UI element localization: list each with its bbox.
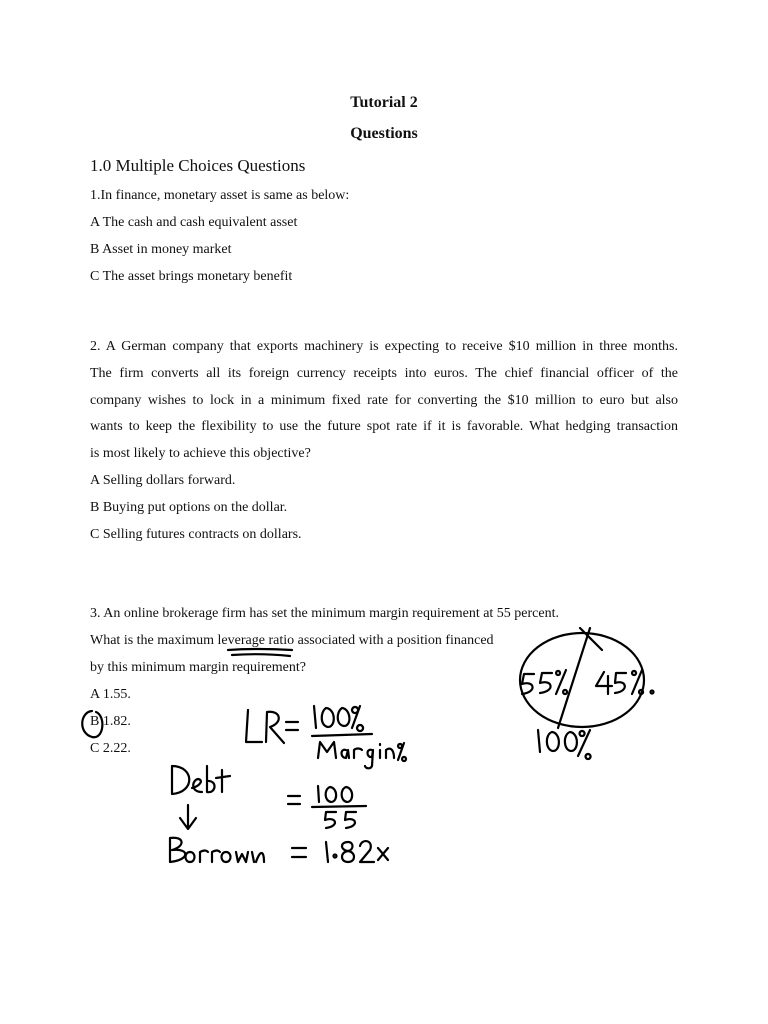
q3-option-c: C 2.22. [90,741,131,756]
q2-stem-line: The firm converts all its foreign currency receipts into euros. The chief financial officer of the [90,365,678,381]
diagram-divider [558,628,590,728]
handwriting-45-percent [632,670,643,694]
underline-mark [232,654,290,656]
handwriting-100 [352,706,363,731]
handwriting-margin [365,750,373,769]
handwriting-100-percent [578,730,591,759]
handwriting-55-percent [540,673,552,693]
handwriting-borrowing [236,852,248,862]
q1-option-c: C The asset brings monetary benefit [90,269,293,284]
handwriting-result [378,848,388,860]
handwriting-100-percent [547,732,559,751]
handwriting-margin [386,749,394,758]
handwriting-100-percent [565,732,577,751]
handwriting-result [326,842,328,862]
section-heading: 1.0 Multiple Choices Questions [90,156,306,175]
handwriting-borrowing [170,838,185,862]
handwriting-margin [354,749,362,759]
q2-stem-line: is most likely to achieve this objective? [90,446,311,462]
circle-diagram [520,633,644,727]
handwriting-55-percent [522,674,534,694]
fraction-bar [312,806,366,807]
handwriting-45-percent [596,672,612,694]
handwriting-margin [398,743,406,761]
handwriting-debt [207,766,215,792]
handwriting-borrowing [252,852,264,862]
handwriting-55-percent [556,670,567,694]
handwriting-100-percent [538,730,540,752]
document-subtitle: Questions [350,125,418,142]
handwriting-margin [342,750,350,758]
handwriting-debt [192,779,202,792]
q1-option-b: B Asset in money market [90,242,232,257]
handwriting-100 [322,708,334,727]
q3-stem-line-3: by this minimum margin requirement? [90,660,306,675]
q2-stem-line: wants to keep the flexibility to use the future spot rate if it is favorable. What hedging transaction [90,419,678,435]
handwriting-margin [318,742,336,758]
handwriting-lr [246,710,262,742]
handwriting-55 [325,812,336,828]
handwriting-debt [216,770,230,792]
q3-stem-line-2 [90,633,494,649]
q3-option-a: A 1.55. [90,687,131,702]
q1-option-a: A The cash and cash equivalent asset [90,215,298,230]
document-title: Tutorial 2 [350,94,418,111]
diagram-divider [580,628,602,650]
q3-text: ratio associated with a position financed [264,633,494,648]
handwriting-lr [266,712,284,743]
handwriting-dot [651,691,654,694]
q2-option-b: B Buying put options on the dollar. [90,500,288,515]
q3-stem-line-1: 3. An online brokerage firm has set the minimum margin requirement at 55 percent. [90,606,559,621]
handwriting-result [360,841,374,862]
q2-option-a: A Selling dollars forward. [90,473,236,488]
q2-stem [90,334,678,468]
q3-underlined-word: leverage [217,633,265,648]
handwriting-55 [345,812,356,828]
handwriting-100 [342,787,353,802]
handwriting-borrowing [200,851,208,863]
handwriting-100 [318,786,319,802]
handwriting-borrowing [186,852,195,862]
handwriting-100 [326,787,337,802]
q2-stem-line: company wishes to lock in a minimum fixed rate for converting the $10 million to euro but also [90,392,678,408]
q1-stem: 1.In finance, monetary asset is same as below: [90,188,350,203]
handwriting-result [334,855,337,858]
handwriting-borrowing [222,852,231,862]
fraction-bar [312,734,372,736]
handwriting-100 [314,706,316,728]
handwriting-100 [338,708,350,726]
handwriting-45-percent [615,673,626,693]
handwriting-debt [172,766,189,794]
arrow-down [180,805,196,829]
handwriting-borrowing [212,851,220,863]
q2-option-c: C Selling futures contracts on dollars. [90,527,302,542]
q3-text: What is the maximum [90,633,218,648]
q2-stem-line: 2. A German company that exports machinery is expecting to receive $10 million in three months. [90,339,678,354]
underline-mark [228,649,292,650]
q3-option-b: B 1.82. [90,714,131,729]
handwriting-result [342,842,354,862]
